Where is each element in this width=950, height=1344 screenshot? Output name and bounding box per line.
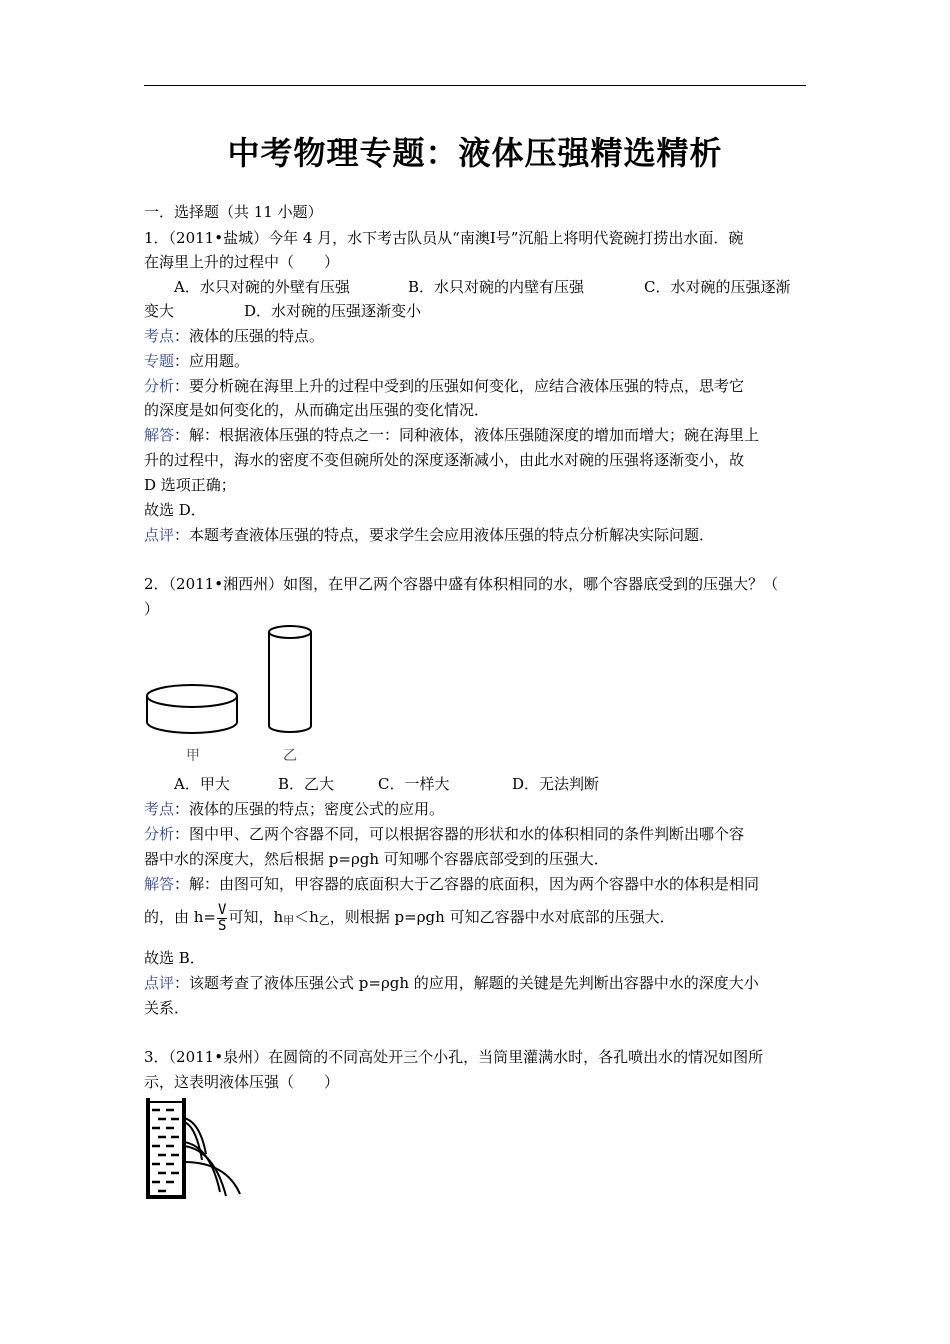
section-heading: 一．选择题（共 11 小题） [144,203,323,221]
q2-option-c: C．一样大 [378,775,450,793]
q1-dianping: 点评：本题考查液体压强的特点，要求学生会应用液体压强的特点分析解决实际问题． [144,526,715,544]
q2-answer: 故选 B． [144,949,205,967]
q3-water-jets-figure [140,1094,250,1204]
q2-stem-line2: ） [144,600,160,618]
q1-option-a: A．水只对碗的外壁有压强 [174,278,350,296]
q3-stem-line1: 3．（2011•泉州）在圆筒的不同高处开三个小孔，当筒里灌满水时，各孔喷出水的情况如图所 [144,1048,764,1066]
label-dianping: 点评 [144,526,175,544]
q2-fenxi-1: 分析：图中甲、乙两个容器不同，可以根据容器的形状和水的体积相同的条件判断出哪个容 [144,825,745,843]
q2-options [174,774,838,794]
q1-option-b: B．水只对碗的内壁有压强 [408,278,585,296]
q2-stem-line1: 2．（2011•湘西州）如图，在甲乙两个容器中盛有体积相同的水，哪个容器底受到的压强大？（ [144,575,779,593]
water-hatching [152,1110,179,1191]
q2-option-d: D．无法判断 [512,775,600,793]
fig-label-yi: 乙 [283,748,297,764]
water-jets [184,1118,240,1196]
q1-stem-line2: 在海里上升的过程中（ ） [144,253,340,271]
q3-stem-line2: 示，这表明液体压强（ ） [144,1073,340,1091]
label-fenxi: 分析 [144,377,175,395]
q1-option-c-cont: 变大 [144,302,175,320]
label-kaodian: 考点 [144,327,175,345]
label-zhuanti: 专题 [144,352,175,370]
q2-dianping-1: 点评：该题考查了液体压强公式 p=ρgh 的应用，解题的关键是先判断出容器中水的深度大小 [144,974,759,992]
q2-dianping-2: 关系． [144,999,190,1017]
q2-jieda-1: 解答：解：由图可知，甲容器的底面积大于乙容器的底面积，因为两个容器中水的体积是相同 [144,875,760,893]
page-title: 中考物理专题：液体压强精选精析 [227,134,723,172]
container-yi [269,626,311,732]
q1-options-row2 [144,301,808,321]
fraction-v-over-s: $\frac{V}{S}$ [218,901,227,934]
q2-option-b: B．乙大 [278,775,335,793]
q2-option-a: A．甲大 [174,775,230,793]
fig-label-jia: 甲 [186,748,200,764]
q1-zhuanti: 专题：应用题。 [144,352,250,370]
label-jieda: 解答 [144,426,175,444]
q1-jieda-3: D 选项正确； [144,476,236,494]
q1-stem-line1: 1．（2011•盐城）今年 4 月，水下考古队员从“南澳Ⅰ号”沉船上将明代瓷碗打捞出水面．碗 [144,229,744,247]
q1-jieda-1: 解答：解：根据液体压强的特点之一：同种液体，液体压强随深度的增加而增大；碗在海里上 [144,426,760,444]
q2-fenxi-2: 器中水的深度大，然后根据 p=ρgh 可知哪个容器底部受到的压强大． [144,850,609,868]
q1-fenxi-2: 的深度是如何变化的，从而确定出压强的变化情况． [144,401,490,419]
q1-kaodian: 考点：液体的压强的特点。 [144,327,325,345]
header-rule [144,85,806,86]
q2-kaodian: 考点：液体的压强的特点；密度公式的应用。 [144,800,445,818]
q1-jieda-2: 升的过程中，海水的密度不变但碗所处的深度逐渐减小，由此水对碗的压强将逐渐变小，故 [144,451,745,469]
container-jia [147,685,237,733]
q1-options-row1 [174,277,838,297]
q2-containers-figure [140,618,320,768]
q2-jieda-2: 的，由 h= $\frac{V}{S}$ 可知，$h_甲<h_乙$，则根据 p=ρgh 可知乙容器中水对底部的压强大． [144,901,675,934]
q1-option-d: D．水对碗的压强逐渐变小 [244,302,422,320]
q1-fenxi-1: 分析：要分析碗在海里上升的过程中受到的压强如何变化，应结合液体压强的特点，思考它 [144,377,745,395]
q1-option-c: C．水对碗的压强逐渐 [644,278,791,296]
q1-answer: 故选 D． [144,501,206,519]
